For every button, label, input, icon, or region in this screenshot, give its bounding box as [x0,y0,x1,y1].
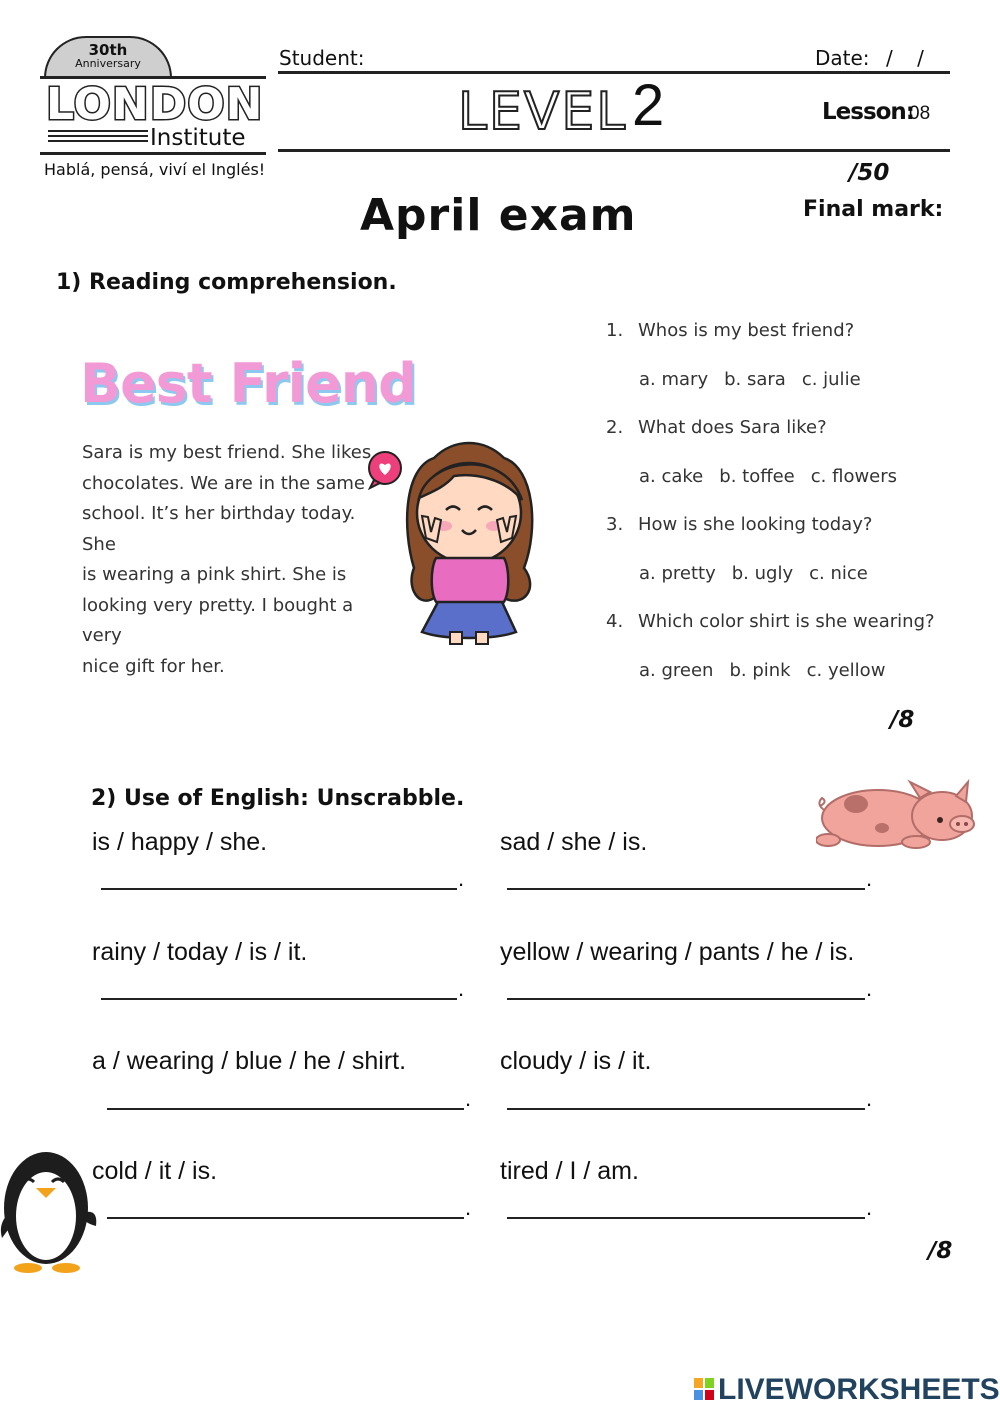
line-end: . [458,976,465,1001]
logo-anniversary-badge [44,36,172,78]
lesson-value: 08 [909,103,931,124]
penguin-illustration [0,1142,100,1276]
lesson-label: Lesson: [822,99,915,125]
passage-line: chocolates. We are in the same [82,472,365,494]
unscramble-prompt-4: yellow / wearing / pants / he / is. [500,938,855,966]
option-b[interactable]: b. sara [724,369,786,390]
exam-title: April exam [360,190,637,241]
passage-line: Sara is my best friend. She likes [82,442,372,463]
line-end: . [866,1086,873,1111]
question-3-options [639,563,884,584]
answer-line-5[interactable] [107,1080,464,1110]
reading-heading: 1) Reading comprehension. [56,270,397,295]
passage-line: looking very pretty. I bought a very [82,594,354,646]
question-number: 1. [606,320,624,341]
question-4-options [639,660,901,681]
option-b[interactable]: b. toffee [719,466,795,487]
question-2-options [639,466,913,487]
answer-line-8[interactable] [507,1189,865,1219]
answer-line-4[interactable] [507,970,865,1000]
answer-line-3[interactable] [101,970,457,1000]
header-bottom-line [278,149,950,152]
question-text: What does Sara like? [638,417,827,438]
logo-subname: Institute [150,125,246,151]
option-b[interactable]: b. pink [729,660,791,681]
level-word: LEVEL [458,82,628,142]
option-a[interactable]: a. mary [639,369,709,390]
total-score: /50 [849,160,890,186]
anniversary-number: 30th [88,41,128,59]
line-end: . [458,866,465,891]
question-number: 4. [606,611,624,632]
answer-line-7[interactable] [107,1189,464,1219]
logo-tagline: Hablá, pensá, viví el Inglés! [44,160,266,179]
option-a[interactable]: a. green [639,660,714,681]
question-text: Whos is my best friend? [638,320,855,341]
pig-illustration [816,772,982,852]
question-2 [606,417,827,438]
option-a[interactable]: a. pretty [639,563,716,584]
line-end: . [465,1086,472,1111]
passage-line: school. It’s her birthday today. She [82,503,356,555]
option-c[interactable]: c. flowers [810,466,898,487]
unscramble-prompt-1: is / happy / she. [92,828,268,856]
question-3 [606,514,872,535]
level-number: 2 [632,73,665,138]
line-end: . [465,1195,472,1220]
question-text: How is she looking today? [638,514,873,535]
unscramble-prompt-8: tired / I / am. [500,1157,639,1185]
unscramble-prompt-2: sad / she / is. [500,828,648,856]
heart-bubble-icon [366,450,404,490]
question-number: 2. [606,417,624,438]
option-a[interactable]: a. cake [639,466,704,487]
question-1 [606,320,854,341]
option-c[interactable]: c. nice [809,563,868,584]
story-title: Best Friend [80,352,416,415]
date-slashes: / / [886,46,924,70]
unscramble-score: /8 [928,1238,953,1264]
unscramble-heading: 2) Use of English: Unscrabble. [91,786,465,811]
anniversary-word: Anniversary [75,57,141,70]
logo-lines [48,130,148,142]
question-4 [606,611,935,632]
unscramble-prompt-7: cold / it / is. [92,1157,218,1185]
question-number: 3. [606,514,624,535]
answer-line-2[interactable] [507,860,865,890]
final-mark-label: Final mark: [803,197,944,222]
question-1-options [639,369,877,390]
answer-line-6[interactable] [507,1080,865,1110]
unscramble-prompt-6: cloudy / is / it. [500,1047,652,1075]
option-b[interactable]: b. ugly [731,563,794,584]
option-c[interactable]: c. julie [801,369,861,390]
passage-line: is wearing a pink shirt. She is [82,564,347,585]
unscramble-prompt-3: rainy / today / is / it. [92,938,308,966]
student-line [278,71,950,74]
liveworksheets-brand[interactable]: LIVEWORKSHEETS [718,1373,1000,1406]
logo-bottom-bar [40,152,266,155]
student-label: Student: [279,46,365,70]
passage-line: nice gift for her. [82,655,225,677]
reading-passage [82,438,382,682]
logo-name: LONDON [46,79,264,130]
liveworksheets-logo-icon [694,1378,714,1400]
unscramble-prompt-5: a / wearing / blue / he / shirt. [92,1047,407,1075]
line-end: . [866,1195,873,1220]
line-end: . [866,866,873,891]
option-c[interactable]: c. yellow [806,660,886,681]
date-label: Date: [815,46,870,70]
reading-score: /8 [890,707,915,733]
line-end: . [866,976,873,1001]
question-text: Which color shirt is she wearing? [638,611,935,632]
answer-line-1[interactable] [101,860,457,890]
